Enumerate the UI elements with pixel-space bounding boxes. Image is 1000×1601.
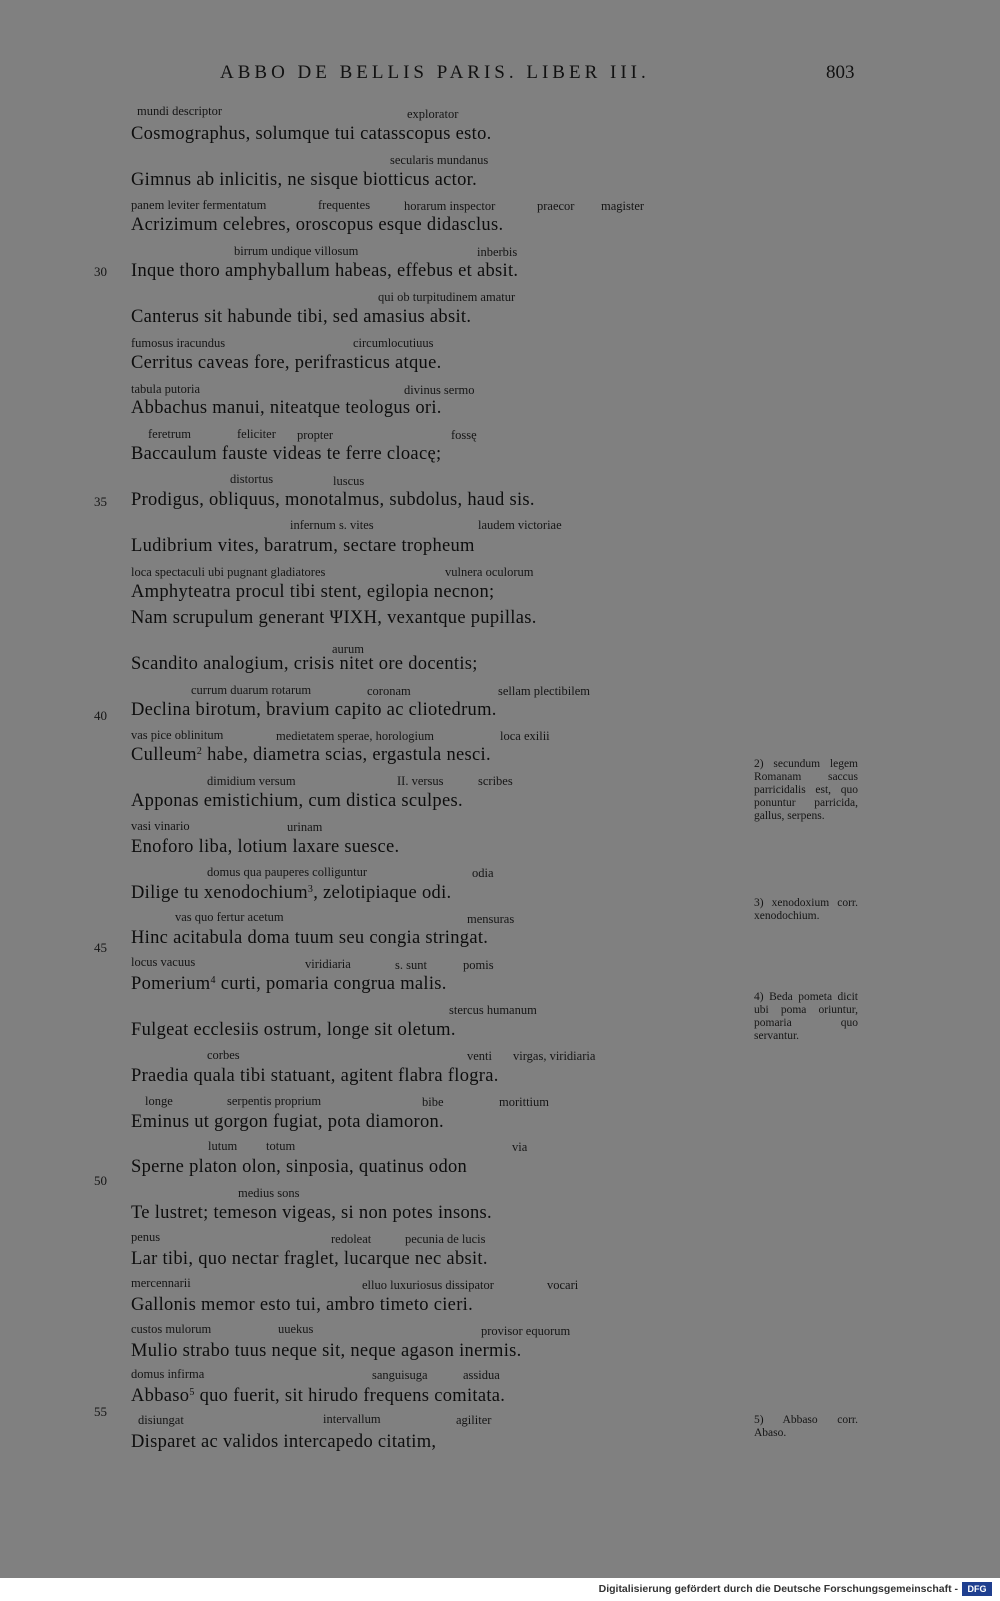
gloss: loca spectaculi ubi pugnant gladiatores: [131, 565, 326, 579]
gloss: currum duarum rotarum: [191, 683, 312, 697]
footer-credit: Digitalisierung gefördert durch die Deutsche Forschungsgemeinschaft -: [598, 1583, 958, 1595]
gloss: feliciter: [237, 427, 276, 441]
gloss: distortus: [230, 472, 274, 486]
gloss: mundi descriptor: [137, 104, 223, 118]
gloss: frequentes: [318, 198, 371, 212]
footnote: 2) secundum legem Romanam saccus parricidalis est, quo ponuntur parricida, gallus, serpens.: [754, 758, 858, 822]
verse-line: Te lustret; temeson vigeas, si non potes insons.: [131, 1203, 492, 1223]
verse-text: , zelotipiaque odi.: [313, 883, 452, 903]
gloss: sanguisuga: [372, 1368, 428, 1382]
verse-text: habe, diametra scias, ergastula nesci.: [207, 745, 491, 765]
verse-line: Gallonis memor esto tui, ambro timeto cieri.: [131, 1295, 474, 1315]
verse-text: Culleum: [131, 745, 197, 765]
gloss: dimidium versum: [207, 774, 296, 788]
gloss: venti: [467, 1049, 492, 1063]
gloss: panem leviter fermentatum: [131, 198, 267, 212]
footnote: 3) xenodoxium corr. xenodochium.: [754, 897, 858, 922]
gloss: custos mulorum: [131, 1322, 212, 1336]
verse-text: quo fuerit, sit hirudo frequens comitata.: [199, 1386, 506, 1406]
gloss: domus qua pauperes colliguntur: [207, 865, 368, 879]
gloss: virgas, viridiaria: [513, 1049, 596, 1063]
verse-line: Amphyteatra procul tibi stent, egilopia necnon;: [131, 582, 495, 602]
line-number: 45: [94, 940, 107, 955]
verse-line: [131, 745, 491, 766]
gloss: infernum s. vites: [290, 518, 374, 532]
gloss: qui ob turpitudinem amatur: [378, 290, 516, 304]
gloss: longe: [145, 1094, 173, 1108]
footer-bar: [0, 1578, 1000, 1601]
gloss: divinus sermo: [404, 383, 475, 397]
footnote-ref: 3: [307, 884, 314, 895]
gloss: luscus: [333, 474, 365, 488]
verse-line: Gimnus ab inlicitis, ne sisque biotticus actor.: [131, 170, 478, 190]
gloss: mensuras: [467, 912, 515, 926]
line-number: 40: [94, 708, 107, 723]
gloss: s. sunt: [395, 958, 427, 972]
gloss: intervallum: [323, 1412, 381, 1426]
verse-line: Scandito analogium, crisis nitet ore docentis;: [131, 654, 478, 674]
verse-line: Eminus ut gorgon fugiat, pota diamoron.: [131, 1112, 444, 1132]
verse-line: Nam scrupulum generant ΨΙΧΗ, vexantque pupillas.: [131, 608, 537, 628]
dfg-logo: DFG: [962, 1582, 992, 1596]
gloss: laudem victoriae: [478, 518, 562, 532]
gloss: sellam plectibilem: [498, 684, 590, 698]
gloss: odia: [472, 866, 494, 880]
gloss: vulnera oculorum: [445, 565, 534, 579]
line-number: 35: [94, 494, 107, 509]
verse-line: Inque thoro amphyballum habeas, effebus et absit.: [131, 261, 519, 281]
page-number: 803: [826, 62, 855, 83]
footnote: 4) Beda pometa dicit ubi poma oriuntur, pomaria quo servantur.: [754, 991, 858, 1042]
verse-line: Mulio strabo tuus neque sit, neque agason inermis.: [131, 1341, 522, 1361]
gloss: uuekus: [278, 1322, 314, 1336]
line-number: 55: [94, 1404, 107, 1419]
gloss: medietatem sperae, horologium: [276, 729, 434, 743]
gloss: praecor: [537, 199, 575, 213]
gloss: propter: [297, 428, 334, 442]
gloss: vas pice oblinitum: [131, 728, 224, 742]
gloss: birrum undique villosum: [234, 244, 359, 258]
gloss: vasi vinario: [131, 819, 190, 833]
gloss: explorator: [407, 107, 459, 121]
gloss: pecunia de lucis: [405, 1232, 486, 1246]
gloss: corbes: [207, 1048, 240, 1062]
verse-line: Ludibrium vites, baratrum, sectare tropheum: [131, 536, 475, 556]
gloss: horarum inspector: [404, 199, 496, 213]
gloss: provisor equorum: [481, 1324, 571, 1338]
gloss: loca exilii: [500, 729, 550, 743]
verse-line: Sperne platon olon, sinposia, quatinus odon: [131, 1157, 468, 1177]
verse-line: Acrizimum celebres, oroscopus esque didasclus.: [131, 215, 504, 235]
verse-line: [131, 1386, 505, 1407]
verse-text: Pomerium: [131, 974, 211, 994]
gloss: bibe: [422, 1095, 444, 1109]
verse-line: Enoforo liba, lotium laxare suesce.: [131, 837, 400, 857]
gloss: pomis: [463, 958, 494, 972]
verse-line: Abbachus manui, niteatque teologus ori.: [131, 398, 442, 418]
gloss: lutum: [208, 1139, 238, 1153]
verse-text: curti, pomaria congrua malis.: [220, 974, 447, 994]
gloss: assidua: [463, 1368, 500, 1382]
verse-line: [131, 883, 451, 904]
verse-line: Prodigus, obliquus, monotalmus, subdolus, haud sis.: [131, 490, 535, 510]
gloss: scribes: [478, 774, 513, 788]
gloss: tabula putoria: [131, 382, 201, 396]
gloss: serpentis proprium: [227, 1094, 322, 1108]
gloss: feretrum: [148, 427, 192, 441]
gloss: aurum: [332, 642, 364, 656]
footnote-ref: 5: [189, 1387, 195, 1398]
verse-line: Canterus sit habunde tibi, sed amasius absit.: [131, 307, 472, 327]
gloss: redoleat: [331, 1232, 372, 1246]
gloss: coronam: [367, 684, 411, 698]
gloss: II. versus: [397, 774, 444, 788]
gloss: via: [512, 1140, 528, 1154]
gloss: elluo luxuriosus dissipator: [362, 1278, 494, 1292]
gloss: penus: [131, 1230, 161, 1244]
gloss: totum: [266, 1139, 296, 1153]
footnote-ref: 2: [196, 746, 203, 757]
verse-text: Dilige tu xenodochium: [131, 883, 308, 903]
gloss: circumlocutiuus: [353, 336, 434, 350]
verse-line: [131, 974, 447, 995]
running-header: [0, 62, 1000, 88]
verse-line: Cerritus caveas fore, perifrasticus atque.: [131, 353, 442, 373]
gloss: mercennarii: [131, 1276, 191, 1290]
gloss: disiungat: [138, 1413, 184, 1427]
gloss: stercus humanum: [449, 1003, 537, 1017]
verse-line: Hinc acitabula doma tuum seu congia stringat.: [131, 928, 489, 948]
gloss: vocari: [547, 1278, 579, 1292]
gloss: urinam: [287, 820, 323, 834]
gloss: viridiaria: [305, 957, 351, 971]
verse-text: Abbaso: [131, 1386, 190, 1406]
verse-line: Cosmographus, solumque tui catasscopus esto.: [131, 124, 492, 144]
verse-line: Praedia quala tibi statuant, agitent flabra flogra.: [131, 1066, 499, 1086]
footnote-ref: 4: [210, 975, 216, 986]
gloss: morittium: [499, 1095, 549, 1109]
gloss: medius sons: [238, 1186, 300, 1200]
line-number: 30: [94, 264, 107, 279]
gloss: agiliter: [456, 1413, 492, 1427]
verse-line: Apponas emistichium, cum distica sculpes.: [131, 791, 463, 811]
verse-line: Lar tibi, quo nectar fraglet, lucarque nec absit.: [131, 1249, 488, 1269]
gloss: fumosus iracundus: [131, 336, 226, 350]
verse-line: Fulgeat ecclesiis ostrum, longe sit oletum.: [131, 1020, 456, 1040]
gloss: secularis mundanus: [390, 153, 489, 167]
gloss: inberbis: [477, 245, 518, 259]
verse-line: Declina birotum, bravium capito ac cliotedrum.: [131, 700, 497, 720]
line-number: 50: [94, 1173, 107, 1188]
gloss: fossę: [451, 428, 477, 442]
footnote: 5) Abbaso corr. Abaso.: [754, 1414, 858, 1439]
header-title: ABBO DE BELLIS PARIS. LIBER III.: [220, 62, 650, 83]
gloss: vas quo fertur acetum: [175, 910, 284, 924]
verse-line: Baccaulum fauste videas te ferre cloacę;: [131, 444, 442, 464]
gloss: domus infirma: [131, 1367, 205, 1381]
gloss: magister: [601, 199, 645, 213]
verse-line: Disparet ac validos intercapedo citatim,: [131, 1432, 437, 1452]
gloss: locus vacuus: [131, 955, 196, 969]
